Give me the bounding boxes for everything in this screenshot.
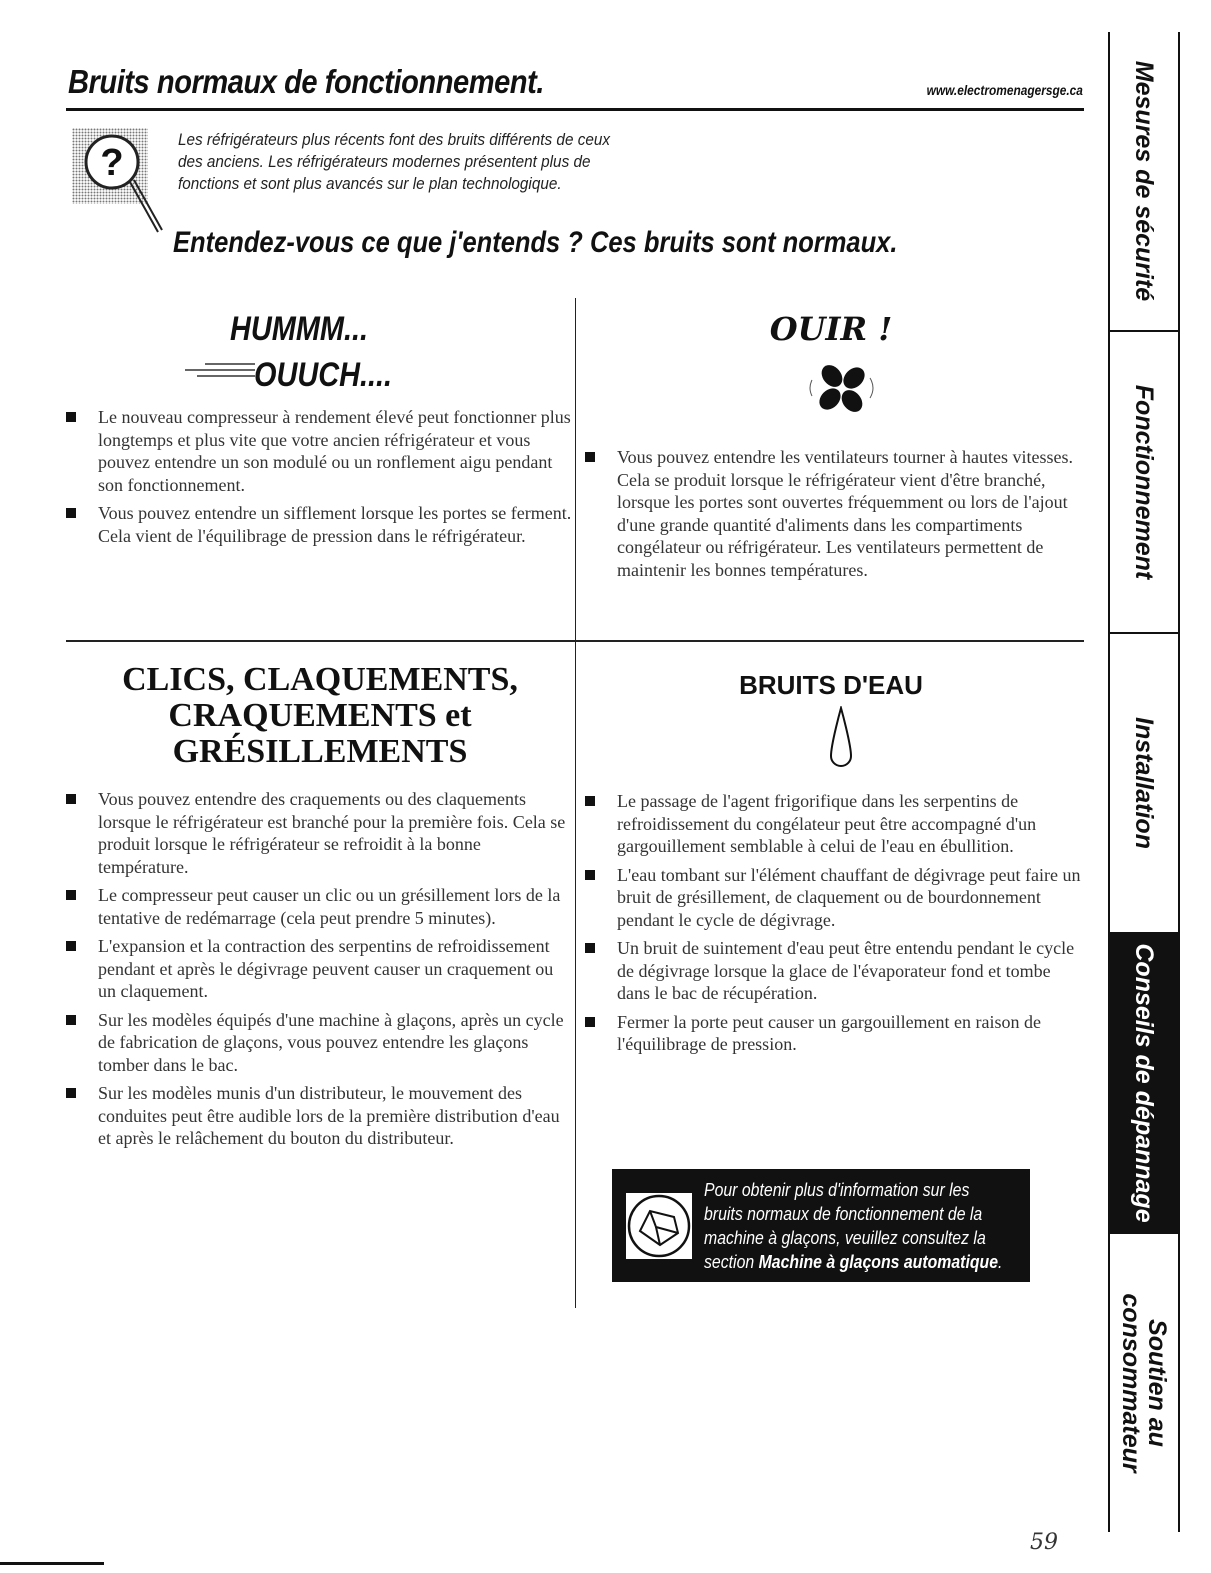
clics-title-line: GRÉSILLEMENTS bbox=[172, 733, 468, 770]
ouir-title: OUIR ! bbox=[769, 310, 893, 348]
list-item: Vous pouvez entendre des craquements ou des claquements lorsque le réfrigérateur est branché pour la première fois. Cela se produit lorsque le réfrigérateur se refroidit à la bonne température. bbox=[64, 788, 574, 878]
intro-line: des anciens. Les réfrigérateurs modernes présentent plus de bbox=[178, 152, 591, 171]
page-title: Bruits normaux de fonctionnement. bbox=[68, 63, 544, 100]
info-text bbox=[704, 1178, 1021, 1274]
tab-fonctionnement[interactable] bbox=[1110, 332, 1178, 634]
ouuch-title: OUUCH.... bbox=[254, 356, 393, 394]
website-link[interactable]: www.electromenagersge.ca bbox=[926, 82, 1083, 98]
page-number: 59 bbox=[1030, 1530, 1058, 1555]
page-subtitle: Entendez-vous ce que j'entends ? Ces bruits sont normaux. bbox=[173, 226, 898, 259]
info-line: Pour obtenir plus d'information sur les bbox=[704, 1180, 970, 1200]
svg-text:?: ? bbox=[100, 142, 124, 184]
tab-label: Fonctionnement bbox=[1130, 384, 1158, 580]
info-line: machine à glaçons, veuillez consultez la bbox=[704, 1228, 986, 1248]
intro-line: fonctions et sont plus avancés sur le plan technologique. bbox=[178, 174, 562, 193]
ice-maker-section-link[interactable]: Machine à glaçons automatique bbox=[758, 1252, 999, 1272]
clics-list bbox=[64, 788, 574, 1156]
speed-lines-icon bbox=[185, 360, 255, 380]
tab-label-line: consommateur bbox=[1117, 1293, 1145, 1473]
info-line: bruits normaux de fonctionnement de la bbox=[704, 1204, 983, 1224]
question-magnifier-icon bbox=[72, 128, 164, 238]
list-item: Sur les modèles munis d'un distributeur, le mouvement des conduites peut être audible lors de la première distribution d'eau et après le relâchement du bouton du distributeur. bbox=[64, 1082, 574, 1150]
eau-list bbox=[583, 790, 1083, 1062]
tab-label bbox=[1118, 1293, 1170, 1472]
list-item: L'eau tombant sur l'élément chauffant de dégivrage peut faire un bruit de grésillement, de claquement ou de bourdonnement pendant le cycle de dégivrage. bbox=[583, 864, 1083, 932]
column-divider bbox=[575, 298, 576, 1308]
tab-label: Installation bbox=[1130, 717, 1158, 849]
ice-maker-info-box bbox=[612, 1169, 1030, 1282]
list-item: Sur les modèles équipés d'une machine à glaçons, après un cycle de fabrication de glaçons, vous pouvez entendre les glaçons tomber dans le bac. bbox=[64, 1009, 574, 1077]
ouir-list bbox=[583, 446, 1083, 587]
info-line-suffix: . bbox=[998, 1252, 1003, 1272]
bottom-rule bbox=[0, 1562, 104, 1565]
list-item: Le nouveau compresseur à rendement élevé peut fonctionner plus longtemps et plus vite que votre ancien réfrigérateur et vous pouvez entendre un son modulé ou un ronflement aigu pendant son fonctionnement. bbox=[64, 406, 574, 496]
info-line-prefix: section bbox=[704, 1252, 759, 1272]
row-divider bbox=[66, 640, 1084, 642]
section-tabs bbox=[1108, 32, 1180, 1532]
fan-icon bbox=[806, 360, 878, 416]
list-item: Vous pouvez entendre un sifflement lorsque les portes se ferment. Cela vient de l'équilibrage de pression dans le réfrigérateur. bbox=[64, 502, 574, 547]
tab-label: Mesures de sécurité bbox=[1130, 60, 1158, 302]
eau-title: BRUITS D'EAU bbox=[739, 670, 923, 700]
header-rule bbox=[66, 108, 1084, 111]
tab-installation[interactable] bbox=[1110, 634, 1178, 934]
intro-text bbox=[178, 129, 736, 195]
list-item: L'expansion et la contraction des serpentins de refroidissement pendant et après le dégivrage peuvent causer un craquement ou un claquement. bbox=[64, 935, 574, 1003]
tab-mesures-de-securite[interactable] bbox=[1110, 32, 1178, 332]
clics-title-line: CRAQUEMENTS et bbox=[168, 697, 472, 734]
list-item: Vous pouvez entendre les ventilateurs tourner à hautes vitesses. Cela se produit lorsque le réfrigérateur vient d'être branché, lorsque les portes sont ouvertes fréquemment ou lors de l'ajout d'une grande quantité d'aliments dans les compartiments congélateur ou réfrigérateur. Les ventilateurs permettent de maintenir les bonnes températures. bbox=[583, 446, 1083, 581]
hum-title: HUMMM... bbox=[230, 310, 369, 348]
info-line bbox=[704, 1250, 1021, 1274]
intro-line: Les réfrigérateurs plus récents font des bruits différents de ceux bbox=[178, 130, 611, 149]
water-drop-icon bbox=[828, 706, 854, 772]
list-item: Fermer la porte peut causer un gargouillement en raison de l'équilibrage de pression. bbox=[583, 1011, 1083, 1056]
hum-list bbox=[64, 406, 574, 553]
tab-conseils-de-depannage[interactable] bbox=[1110, 934, 1178, 1234]
list-item: Le compresseur peut causer un clic ou un grésillement lors de la tentative de redémarrage (cela peut prendre 5 minutes). bbox=[64, 884, 574, 929]
tab-soutien-au-consommateur[interactable] bbox=[1110, 1234, 1178, 1532]
clics-title-line: CLICS, CLAQUEMENTS, bbox=[122, 661, 518, 698]
clics-title bbox=[66, 662, 574, 770]
ice-maker-icon bbox=[620, 1187, 698, 1265]
list-item: Le passage de l'agent frigorifique dans les serpentins de refroidissement du congélateur peut être accompagné d'un gargouillement semblable à celui de l'eau en ébullition. bbox=[583, 790, 1083, 858]
tab-label: Conseils de dépannage bbox=[1130, 943, 1158, 1223]
tab-label-line: Soutien au bbox=[1143, 1319, 1171, 1447]
list-item: Un bruit de suintement d'eau peut être entendu pendant le cycle de dégivrage lorsque la glace de l'évaporateur fond et tombe dans le bac de récupération. bbox=[583, 937, 1083, 1005]
